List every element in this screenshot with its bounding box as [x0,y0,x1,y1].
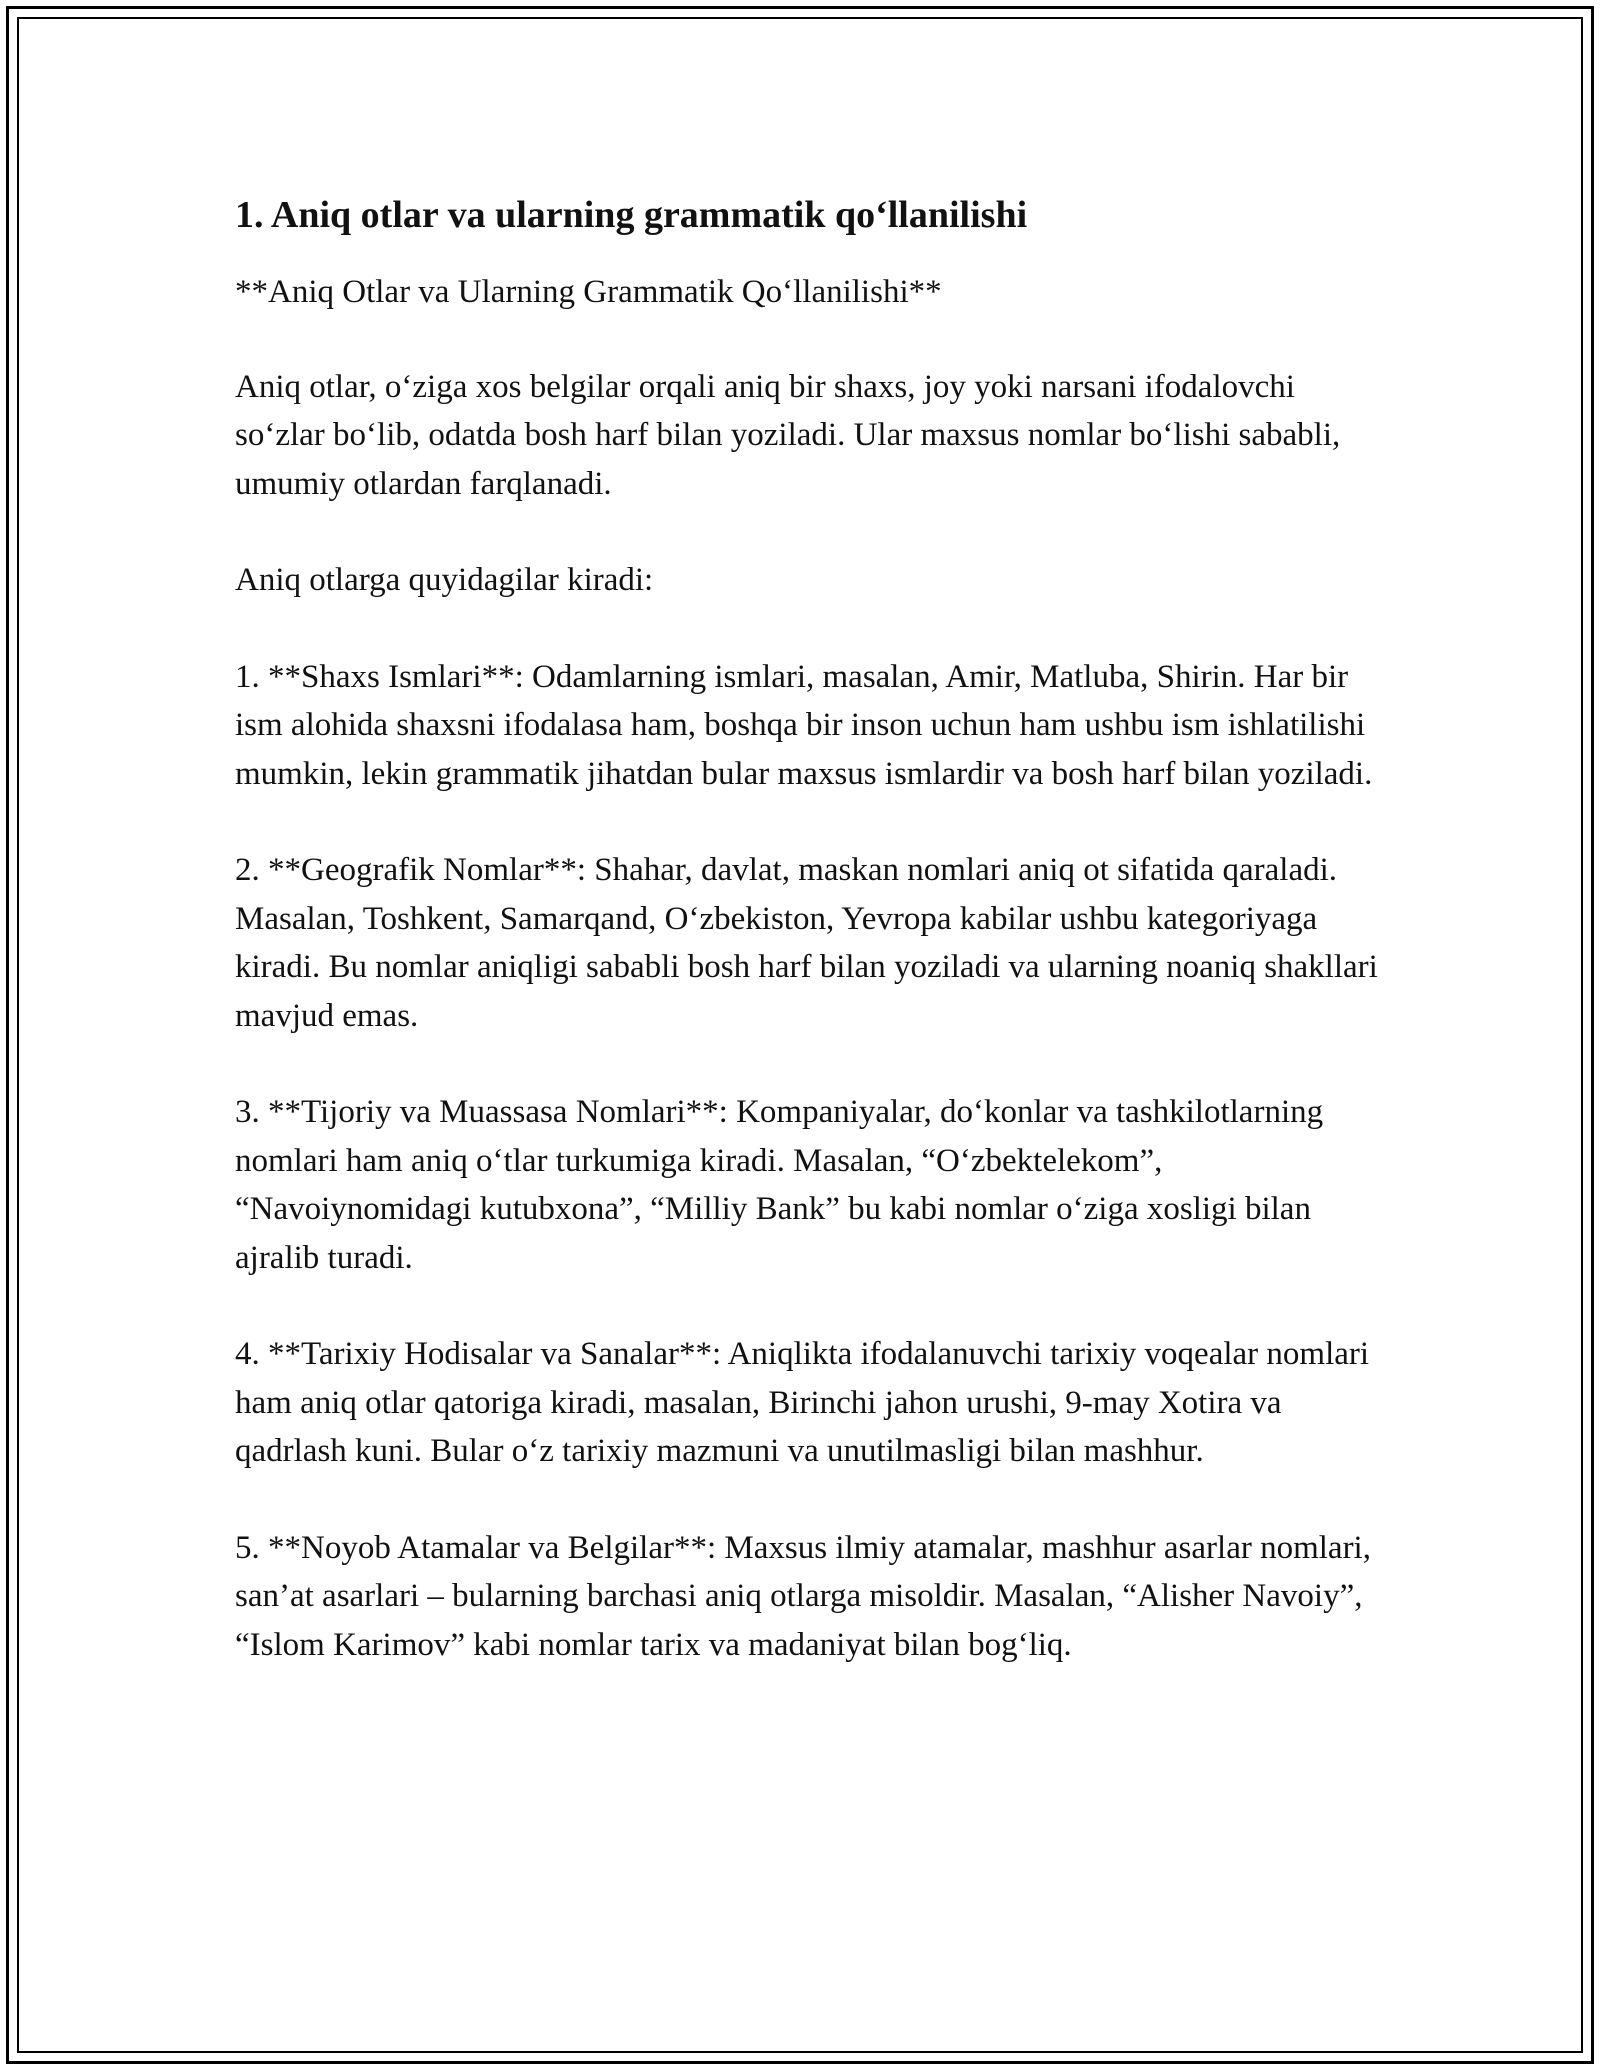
document-body [235,180,1385,1717]
list-item-2: 2. **Geografik Nomlar**: Shahar, davlat, maskan nomlari aniq ot sifatida qaraladi. Masalan, Toshkent, Samarqand, O‘zbekiston, Yevropa kabilar ushbu kategoriyaga kiradi. Bu nomlar aniqligi sababli bosh harf bilan yoziladi va ularning noaniq shakllari mavjud emas. [235,852,1378,1034]
section-subtitle: **Aniq Otlar va Ularning Grammatik Qo‘llanilishi** [235,274,942,310]
list-intro-paragraph: Aniq otlarga quyidagilar kiradi: [235,562,654,598]
list-item-3: 3. **Tijoriy va Muassasa Nomlari**: Kompaniyalar, do‘konlar va tashkilotlarning nomlari ham aniq o‘tlar turkumiga kiradi. Masalan, “O‘zbektelekom”, “Navoiynomidagi kutubxona”, “Milliy Bank” bu kabi nomlar o‘ziga xosligi bilan ajralib turadi. [235,1094,1324,1276]
intro-paragraph: Aniq otlar, o‘ziga xos belgilar orqali aniq bir shaxs, joy yoki narsani ifodalovchi so‘zlar bo‘lib, odatda bosh harf bilan yoziladi. Ular maxsus nomlar bo‘lishi sababli, umumiy otlardan farqlanadi. [235,368,1341,502]
list-item-5: 5. **Noyob Atamalar va Belgilar**: Maxsus ilmiy atamalar, mashhur asarlar nomlari, san’at asarlari – bularning barchasi aniq otlarga misoldir. Masalan, “Alisher Navoiy”, “Islom Karimov” kabi nomlar tarix va madaniyat bilan bog‘liq. [235,1529,1371,1663]
list-item-4: 4. **Tarixiy Hodisalar va Sanalar**: Aniqlikta ifodalanuvchi tarixiy voqealar nomlari ham aniq otlar qatoriga kiradi, masalan, Birinchi jahon urushi, 9-may Xotira va qadrlash kuni. Bular o‘z tarixiy mazmuni va unutilmasligi bilan mashhur. [235,1336,1370,1469]
list-item-1: 1. **Shaxs Ismlari**: Odamlarning ismlari, masalan, Amir, Matluba, Shirin. Har bir ism alohida shaxsni ifodalasa ham, boshqa bir inson uchun ham ushbu ism ishlatilishi mumkin, lekin grammatik jihatdan bular maxsus ismlardir va bosh harf bilan yoziladi. [235,658,1373,792]
section-heading: 1. Aniq otlar va ularning grammatik qo‘llanilishi [235,194,1028,236]
